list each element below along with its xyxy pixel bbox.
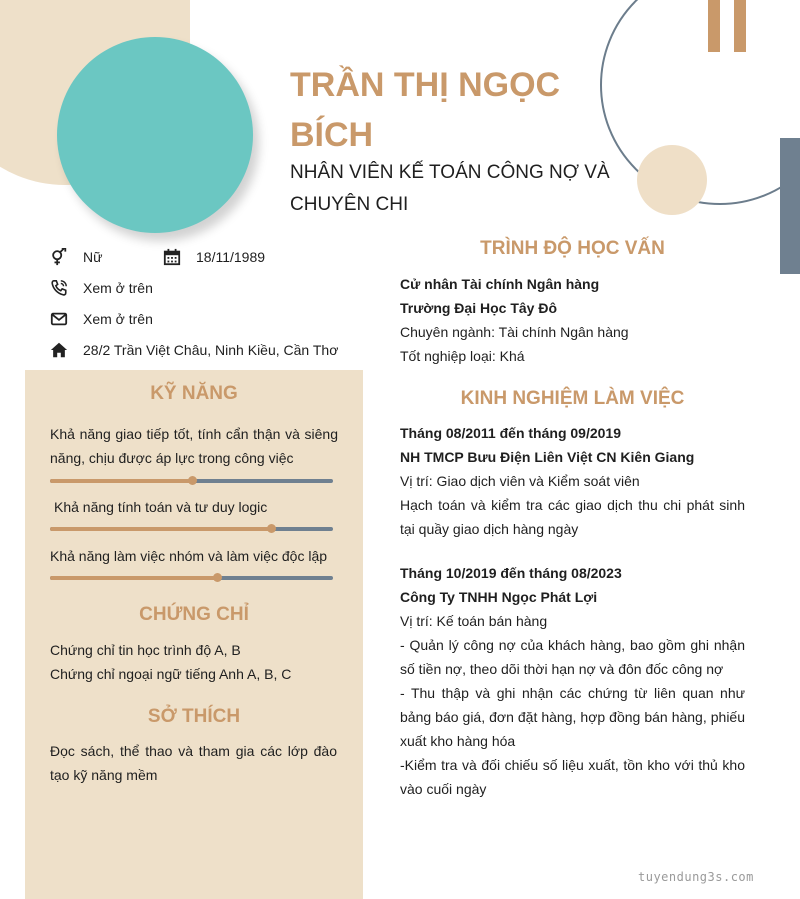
skill-label: Khả năng tính toán và tư duy logic (54, 499, 268, 515)
address-row (50, 338, 338, 362)
education-degree: Cử nhân Tài chính Ngân hàng (400, 276, 600, 292)
job-title: NHÂN VIÊN KẾ TOÁN CÔNG NỢ VÀ CHUYÊN CHI (290, 162, 610, 215)
watermark: tuyendung3s.com (638, 870, 754, 884)
birthday-row (163, 245, 265, 269)
job-period: Tháng 10/2019 đến tháng 08/2023 (400, 565, 622, 581)
skill-bar-knob (213, 573, 222, 582)
phone-row (50, 276, 153, 300)
calendar-icon (163, 248, 181, 266)
skill-bar-knob (188, 476, 197, 485)
gender-value: Nữ (83, 249, 103, 265)
job-position: Vị trí: Giao dịch viên và Kiểm soát viên (400, 473, 640, 489)
job-period: Tháng 08/2011 đến tháng 09/2019 (400, 425, 621, 441)
mail-icon (50, 310, 68, 328)
experience-title: KINH NGHIỆM LÀM VIỆC (460, 388, 685, 409)
skills-title: KỸ NĂNG (150, 383, 238, 404)
decorative-bar (708, 0, 720, 52)
hobbies-text: Đọc sách, thể thao và tham gia các lớp đào tạo kỹ năng mềm (50, 743, 337, 783)
job-position: Vị trí: Kế toán bán hàng (400, 613, 548, 629)
skill-label: Khả năng giao tiếp tốt, tính cẩn thận và siêng năng, chịu được áp lực trong công việc (50, 426, 338, 466)
job-detail: - Thu thập và ghi nhận các chứng từ liên quan như bảng báo giá, đơn đặt hàng, hợp đồng bán hàng, phiếu xuất kho hàng hóa (400, 685, 745, 749)
skill-bar (50, 479, 333, 483)
hobbies-title: SỞ THÍCH (147, 706, 241, 727)
skill-bar-knob (267, 524, 276, 533)
email-value: Xem ở trên (83, 311, 153, 327)
certificate-item: Chứng chỉ ngoại ngữ tiếng Anh A, B, C (50, 666, 292, 682)
skill-bar-fill (50, 527, 271, 531)
skill-bar (50, 527, 333, 531)
education-grade: Tốt nghiệp loại: Khá (400, 348, 525, 364)
email-row (50, 307, 153, 331)
phone-icon (50, 279, 68, 297)
job-detail: - Quản lý công nợ của khách hàng, bao gồm ghi nhận số tiền nợ, theo dõi thời hạn nợ và đôn đốc công nợ (400, 637, 745, 677)
skill-label: Khả năng làm việc nhóm và làm việc độc lập (50, 548, 328, 564)
education-school: Trường Đại Học Tây Đô (400, 300, 558, 316)
job-company: NH TMCP Bưu Điện Liên Việt CN Kiên Giang (400, 449, 695, 465)
address-value: 28/2 Trần Việt Châu, Ninh Kiều, Cần Thơ (83, 342, 339, 358)
candidate-name: TRẦN THỊ NGỌC BÍCH (290, 66, 561, 154)
job-company: Công Ty TNHH Ngọc Phát Lợi (400, 589, 598, 605)
education-major: Chuyên ngành: Tài chính Ngân hàng (400, 324, 629, 340)
job-detail: Hạch toán và kiểm tra các giao dịch thu chi phát sinh tại quầy giao dịch hàng ngày (400, 497, 745, 537)
job-detail: -Kiểm tra và đối chiếu số liệu xuất, tồn kho với thủ kho vào cuối ngày (400, 757, 745, 797)
decorative-bar (734, 0, 746, 52)
skill-bar-fill (50, 479, 192, 483)
decorative-side-strip (780, 138, 800, 274)
certificate-item: Chứng chỉ tin học trình độ A, B (50, 642, 241, 658)
birthday-value: 18/11/1989 (196, 249, 266, 265)
gender-row (50, 245, 102, 269)
skill-bar-fill (50, 576, 217, 580)
skill-bar (50, 576, 333, 580)
certificates-title: CHỨNG CHỈ (139, 604, 249, 625)
gender-icon (50, 248, 68, 266)
home-icon (50, 341, 68, 359)
education-title: TRÌNH ĐỘ HỌC VẤN (480, 238, 665, 259)
avatar (57, 37, 253, 233)
decorative-dot (637, 145, 707, 215)
phone-value: Xem ở trên (83, 280, 153, 296)
